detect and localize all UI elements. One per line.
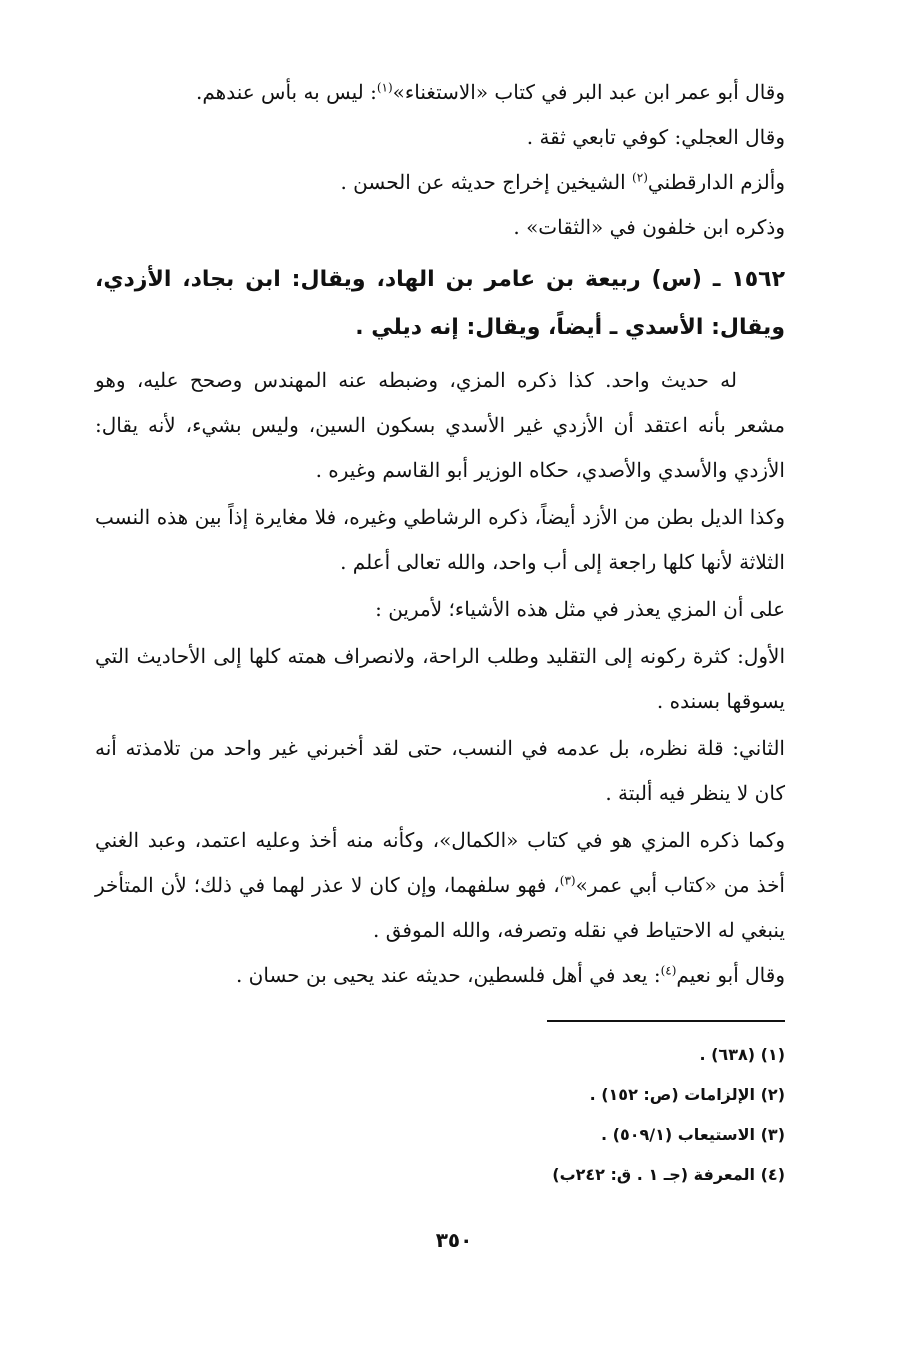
paragraph: وذكره ابن خلفون في «الثقات» . <box>513 215 785 239</box>
page-number: ٣٥٠ <box>435 1228 473 1252</box>
footnote-ref: (٤) <box>660 963 677 978</box>
footnote: (٤) المعرفة (جـ ١ . ق: ٢٤٢ب) <box>552 1165 785 1184</box>
entry-heading: ١٥٦٢ ـ (س) ربيعة بن عامر بن الهاد، ويقال: ابن بجاد، الأزدي، ويقال: الأسدي ـ أيضاً، ويقال: إنه ديلي . <box>95 267 785 340</box>
paragraph: وقال العجلي: كوفي تابعي ثقة . <box>526 125 785 149</box>
footnote: (٣) الاستيعاب (٥٠٩/١) . <box>600 1125 785 1144</box>
paragraph: وكما ذكره المزي هو في كتاب «الكمال»، وكأنه منه أخذ وعليه اعتمد، وعبد الغني أخذ من «كتاب أبي عمر»$^{(٣)}$، فهو سلفهما، وإن كان لا عذر لهما في ذلك؛ لأن المتأخر ينبغي له الاحتياط في نقله وتصرفه، والله الموفق . <box>95 828 785 942</box>
paragraph: وقال أبو نعيم$^{(٤)}$: يعد في أهل فلسطين، حديثه عند يحيى بن حسان . <box>235 963 785 987</box>
footnote: (٢) الإلزامات (ص: ١٥٢) . <box>589 1085 785 1104</box>
paragraph: الأول: كثرة ركونه إلى التقليد وطلب الراحة، ولانصراف همته كلها إلى الأحاديث التي يسوقها بسنده . <box>95 644 785 713</box>
paragraph: له حديث واحد. كذا ذكره المزي، وضبطه عنه المهندس وصحح عليه، وهو مشعر بأنه اعتقد أن الأزدي غير الأسدي بسكون السين، وليس بشيء، لأنه يقال: الأزدي والأسدي والأصدي، حكاه الوزير أبو القاسم وغيره . <box>95 368 785 482</box>
paragraph: الثاني: قلة نظره، بل عدمه في النسب، حتى لقد أخبرني غير واحد من تلامذته أنه كان لا ينظر فيه ألبتة . <box>95 736 785 805</box>
paragraph: وألزم الدارقطني$^{(٢)}$ الشيخين إخراج حديثه عن الحسن . <box>340 170 785 194</box>
footnote-ref: (١) <box>376 80 393 95</box>
paragraph: وقال أبو عمر ابن عبد البر في كتاب «الاستغناء»$^{(١)}$: ليس به بأس عندهم. <box>195 80 785 104</box>
footnotes <box>400 1035 785 1195</box>
footnote-ref: (٢) <box>632 170 648 185</box>
footnote: (١) (٦٣٨) . <box>699 1045 785 1064</box>
page-text-block <box>95 70 785 998</box>
footnote-ref: (٣) <box>559 873 576 888</box>
footnote-divider <box>547 1020 785 1022</box>
paragraph: على أن المزي يعذر في مثل هذه الأشياء؛ لأمرين : <box>375 597 785 621</box>
paragraph: وكذا الديل بطن من الأزد أيضاً، ذكره الرشاطي وغيره، فلا مغايرة إذاً بين هذه النسب الثلاثة لأنها كلها راجعة إلى أب واحد، والله تعالى أعلم . <box>95 505 785 574</box>
